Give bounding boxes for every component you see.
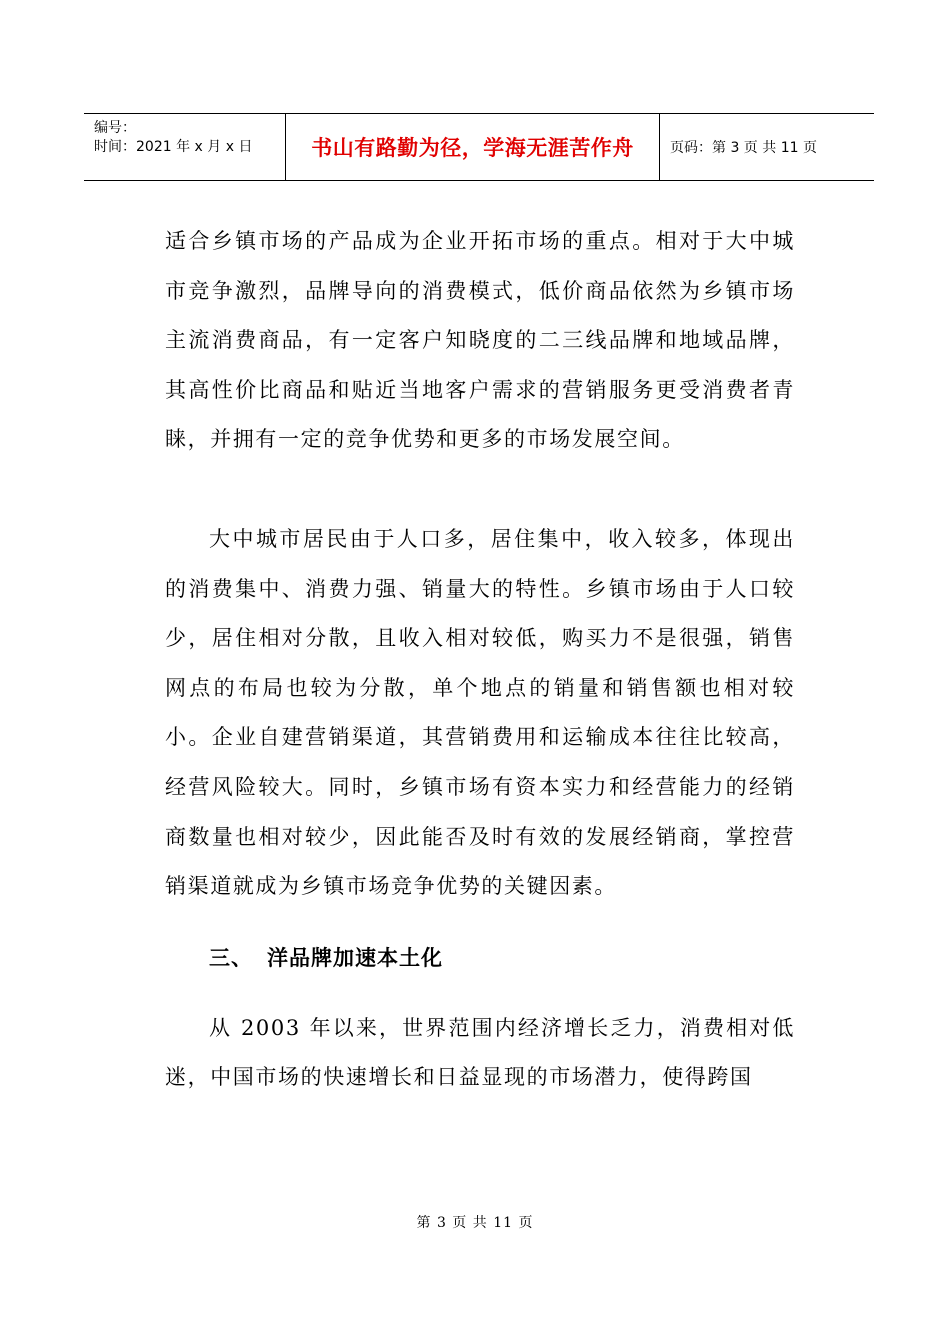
header-motto-cell: [286, 114, 660, 180]
section-heading-text: 洋品牌加速本土化: [267, 945, 443, 970]
page-footer: 第 3 页 共 11 页: [416, 1215, 534, 1231]
document-number-label: 编号：: [94, 120, 136, 136]
document-time-label: 时间：2021 年 x 月 x 日: [94, 139, 253, 155]
section-heading-number: 三、: [209, 945, 253, 970]
header-meta-cell: [84, 114, 286, 180]
body-paragraph-1: 适合乡镇市场的产品成为企业开拓市场的重点。相对于大中城市竞争激烈，品牌导向的消费模式，低价商品依然为乡镇市场主流消费商品，有一定客户知晓度的二三线品牌和地域品牌，其高性价比商品和贴近当地客户需求的营销服务更受消费者青睐，并拥有一定的竞争优势和更多的市场发展空间。: [165, 229, 795, 452]
page-header: [84, 113, 874, 181]
body-paragraph-2: 大中城市居民由于人口多，居住集中，收入较多，体现出的消费集中、消费力强、销量大的特性。乡镇市场由于人口较少，居住相对分散，且收入相对较低，购买力不是很强，销售网点的布局也较为分散，单个地点的销量和销售额也相对较小。企业自建营销渠道，其营销费用和运输成本往往比较高，经营风险较大。同时，乡镇市场有资本实力和经营能力的经销商数量也相对较少，因此能否及时有效的发展经销商，掌控营销渠道就成为乡镇市场竞争优势的关键因素。: [165, 526, 795, 899]
body-paragraph-3: 从 2003 年以来，世界范围内经济增长乏力，消费相对低迷，中国市场的快速增长和日益显现的市场潜力，使得跨国: [165, 1015, 795, 1090]
document-body: [165, 217, 795, 1103]
header-page-info: 页码：第 3 页 共 11 页: [670, 140, 817, 156]
header-motto: 书山有路勤为径，学海无涯苦作舟: [311, 136, 634, 160]
section-heading: [165, 936, 795, 980]
